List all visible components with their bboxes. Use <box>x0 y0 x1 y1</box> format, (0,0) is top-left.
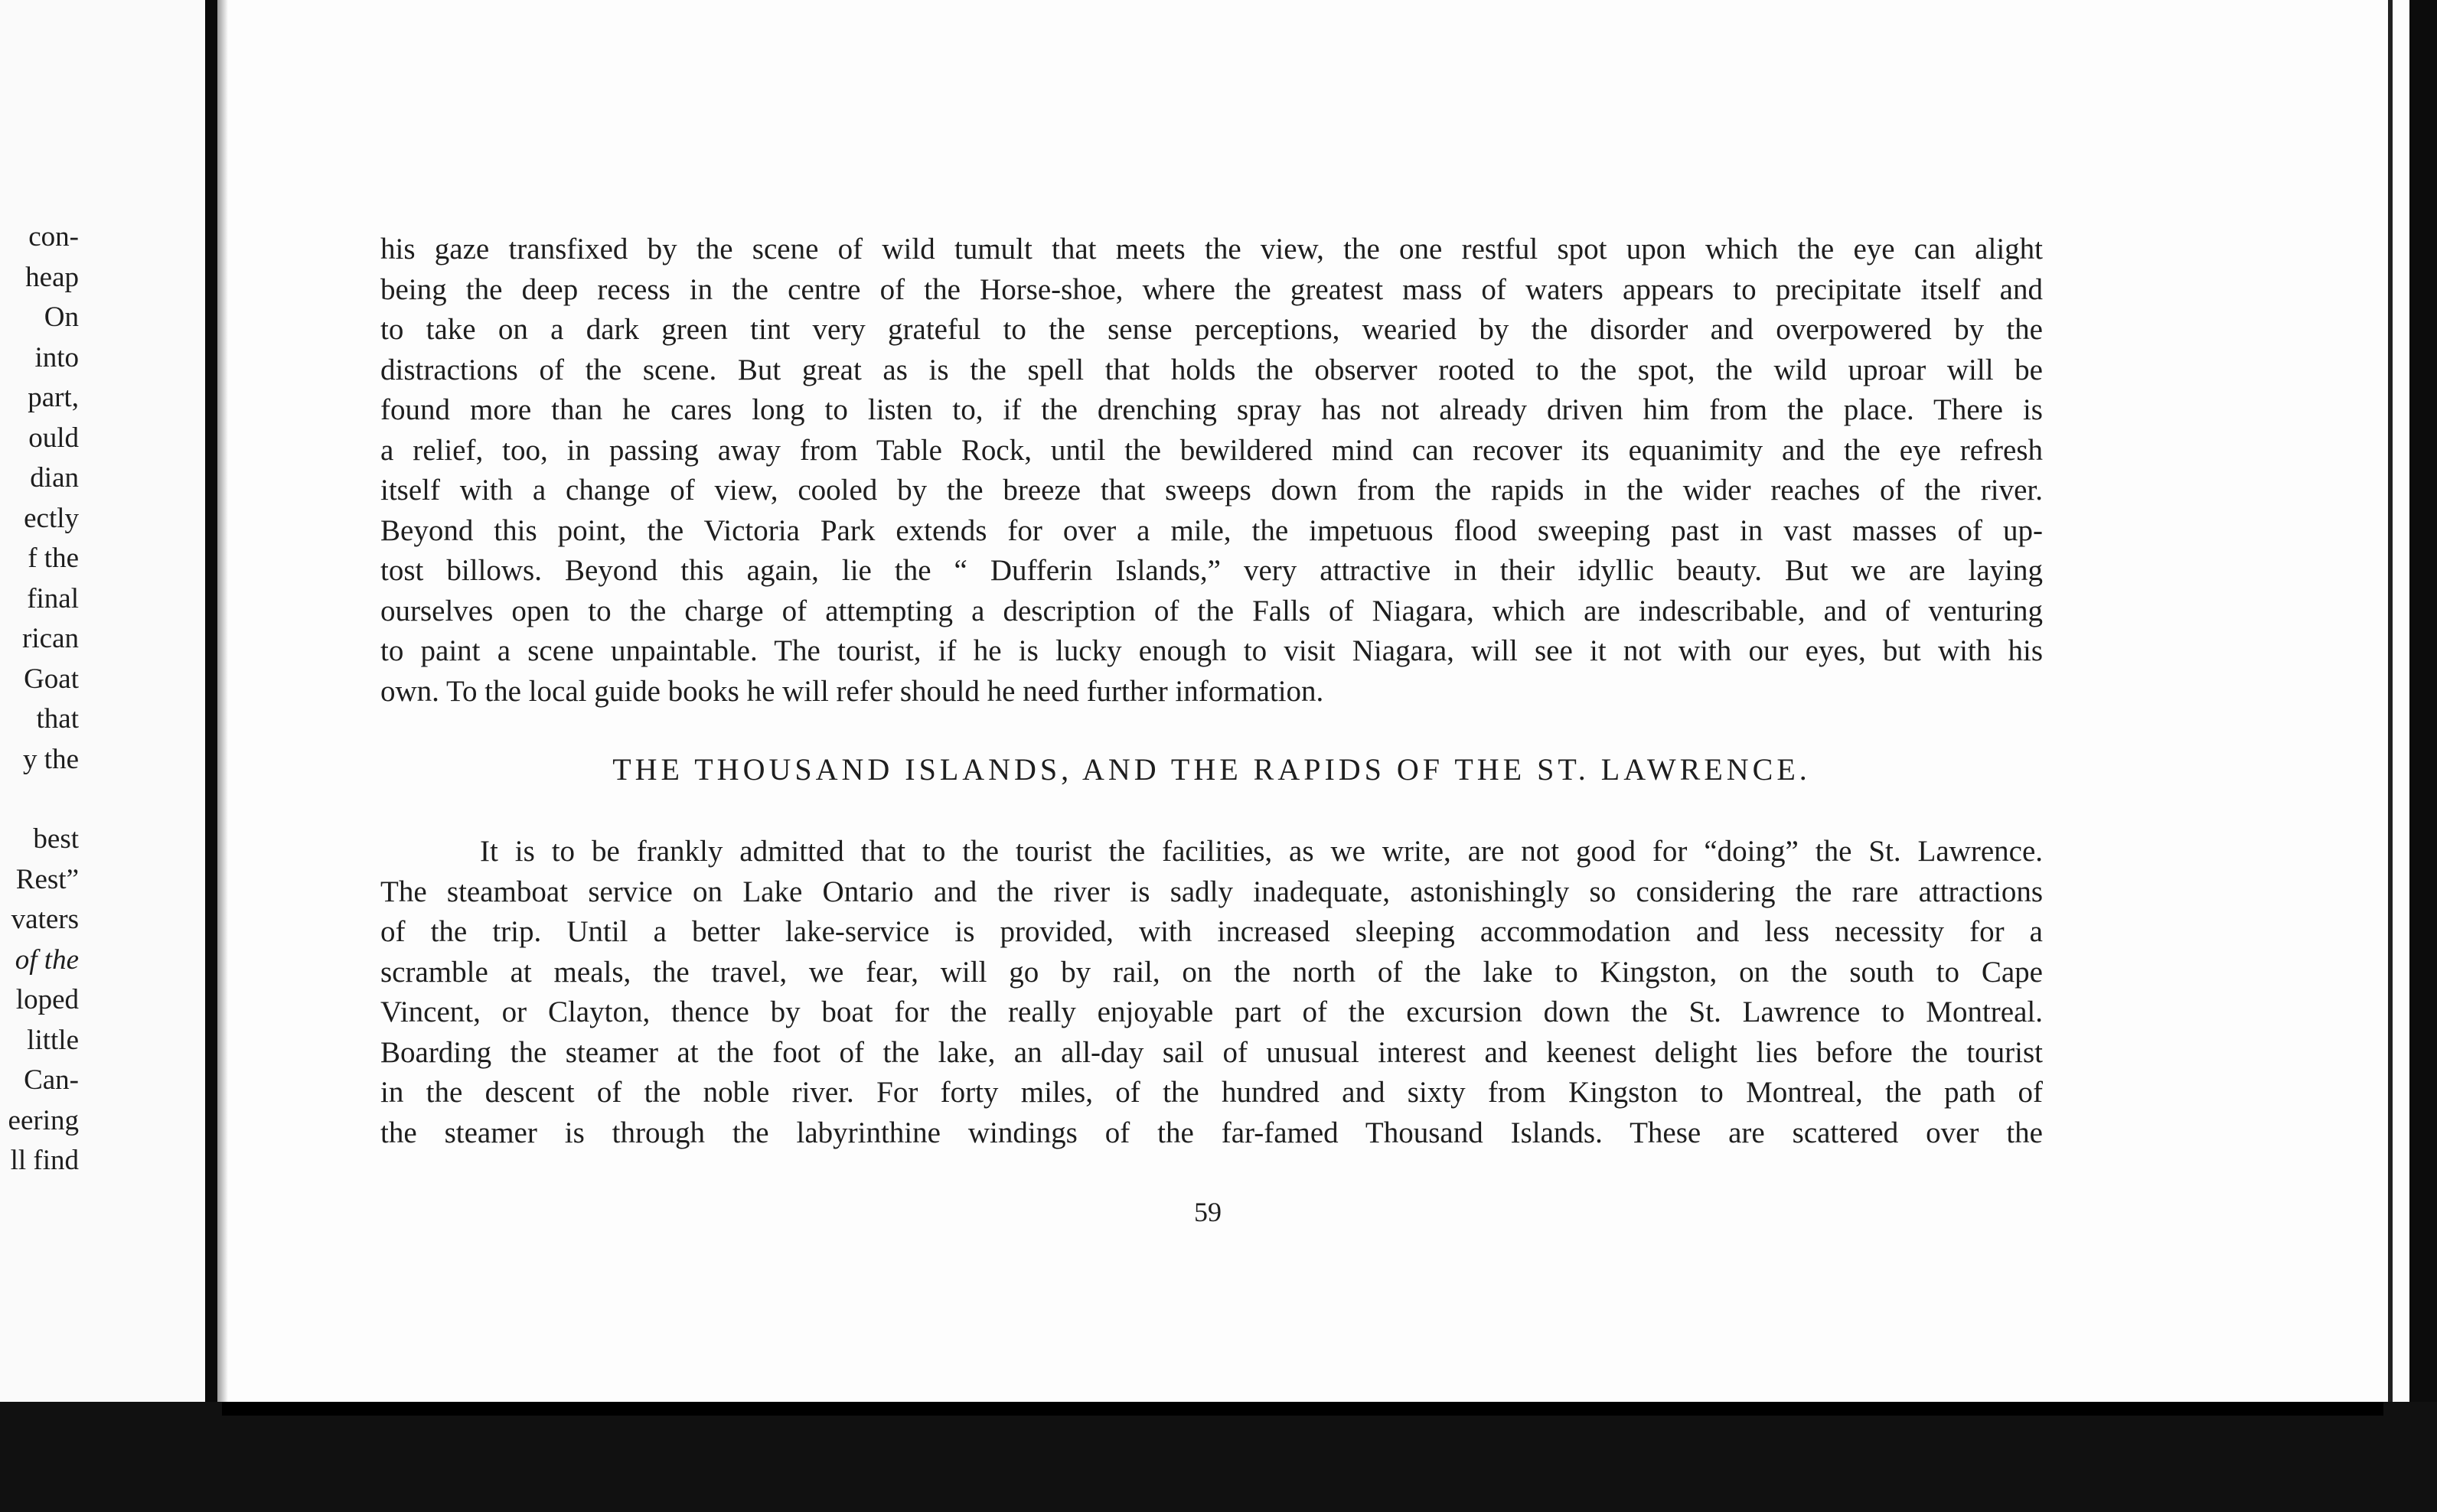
left-line: eering <box>8 1104 79 1136</box>
section-heading: THE THOUSAND ISLANDS, AND THE RAPIDS OF THE ST. LAWRENCE. <box>612 752 1811 787</box>
left-line: Rest” <box>15 863 79 895</box>
page-number: 59 <box>1194 1197 1222 1227</box>
paragraph-niagara <box>380 230 2043 712</box>
text-line: itself with a change of view, cooled by the breeze that sweeps down from the rapids in the wider reaches of the river. <box>380 474 2043 507</box>
left-line: part, <box>28 382 79 413</box>
text-line: It is to be frankly admitted that to the tourist the facilities, as we write, are not good for “doing” the St. Lawrence. <box>480 835 2043 868</box>
book-gutter <box>205 0 217 1423</box>
left-line: heap <box>25 261 79 293</box>
left-line-gap <box>8 780 79 820</box>
gutter-shadow <box>217 0 228 1423</box>
main-page-body <box>380 230 2043 1153</box>
left-line: best <box>33 823 79 855</box>
left-line: Goat <box>24 663 79 695</box>
scan-border-right <box>2409 0 2437 1512</box>
left-line: of the <box>15 943 79 976</box>
left-line: y the <box>23 743 79 775</box>
left-line: little <box>27 1024 79 1056</box>
text-line: found more than he cares long to listen to, if the drenching spray has not already driven him from the place. There is <box>380 393 2043 426</box>
text-line: a relief, too, in passing away from Table Rock, until the bewildered mind can recover its equanimity and the eye refresh <box>380 433 2043 467</box>
left-line: ectly <box>24 502 79 534</box>
left-line: dian <box>30 462 79 494</box>
text-line: to paint a scene unpaintable. The tourist, if he is lucky enough to visit Niagara, will see it not with our eyes, but with his <box>380 634 2043 667</box>
text-line: to take on a dark green tint very grateful to the sense perceptions, wearied by the disorder and overpowered by the <box>380 313 2043 346</box>
text-line: scramble at meals, the travel, we fear, will go by rail, on the north of the lake to Kingston, on the south to Cape <box>380 955 2043 989</box>
page-right-edge <box>2388 0 2393 1423</box>
text-line: tost billows. Beyond this again, lie the “ Dufferin Islands,” very attractive in their idyllic beauty. But we are laying <box>380 554 2043 587</box>
left-line: vaters <box>11 904 79 935</box>
left-line: final <box>27 582 79 614</box>
text-line: being the deep recess in the centre of the Horse-shoe, where the greatest mass of waters appears to precipitate itself and <box>380 272 2043 306</box>
text-line: ourselves open to the charge of attempting a description of the Falls of Niagara, which are indescribable, and of venturing <box>380 594 2043 627</box>
text-line: The steamboat service on Lake Ontario and the river is sadly inadequate, astonishingly so considering the rare attractions <box>380 875 2043 908</box>
page-bottom-edge <box>222 1402 2383 1416</box>
left-line: f the <box>28 543 79 574</box>
left-page-text-column <box>8 217 79 1181</box>
left-line: con- <box>28 221 79 253</box>
text-line: the steamer is through the labyrinthine windings of the far-famed Thousand Islands. These are scattered over the <box>380 1116 2043 1149</box>
text-line: of the trip. Until a better lake-service is provided, with increased sleeping accommodation and less necessity for a <box>380 915 2043 948</box>
text-line: his gaze transfixed by the scene of wild tumult that meets the view, the one restful spot upon which the eye can alight <box>380 233 2043 266</box>
left-line: rican <box>22 623 79 654</box>
left-line: that <box>36 703 79 735</box>
left-line: loped <box>15 984 79 1015</box>
text-line: distractions of the scene. But great as is the spell that holds the observer rooted to the spot, the wild uproar will be <box>380 353 2043 386</box>
left-line: On <box>44 301 79 333</box>
text-line: Vincent, or Clayton, thence by boat for the really enjoyable part of the excursion down the St. Lawrence to Montreal. <box>380 996 2043 1028</box>
left-line: ll find <box>10 1145 79 1176</box>
left-line: into <box>34 341 79 373</box>
left-page-fragment <box>0 0 205 1423</box>
paragraph-st-lawrence <box>380 832 2043 1153</box>
text-line: Beyond this point, the Victoria Park extends for over a mile, the impetuous flood sweeping past in vast masses of up- <box>380 513 2043 547</box>
left-line: Can- <box>24 1064 79 1096</box>
text-line: in the descent of the noble river. For forty miles, of the hundred and sixty from Kingston to Montreal, the path of <box>380 1076 2043 1109</box>
text-line: Boarding the steamer at the foot of the lake, an all-day sail of unusual interest and keenest delight lies before the tourist <box>380 1035 2043 1069</box>
scan-border-bottom <box>0 1402 2437 1512</box>
left-line: ould <box>28 422 79 454</box>
text-line: own. To the local guide books he will refer should he need further information. <box>380 674 1324 708</box>
